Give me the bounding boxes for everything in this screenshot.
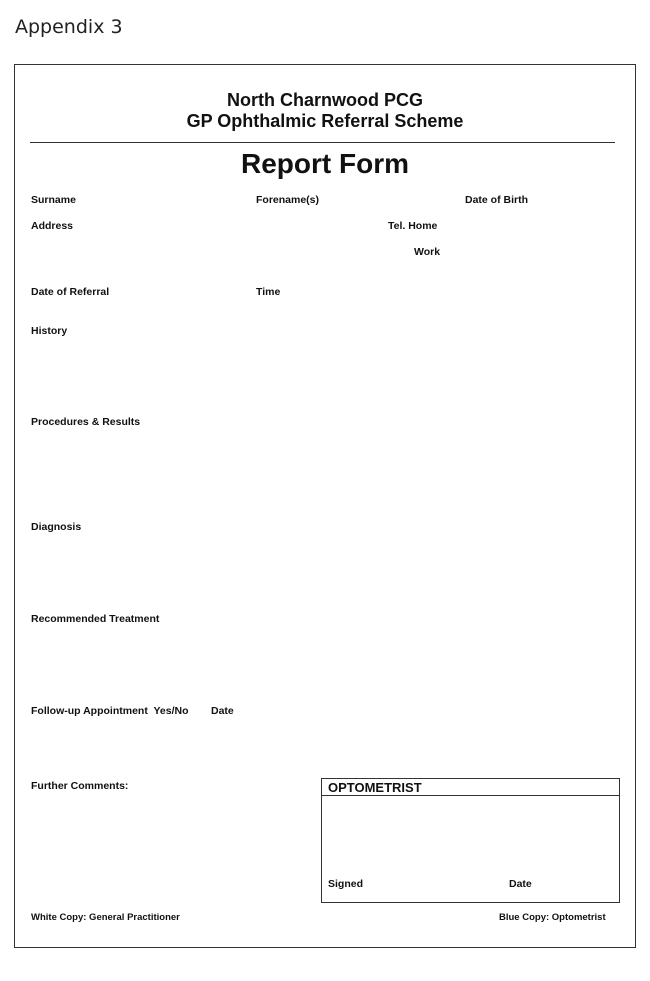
diagnosis-label: Diagnosis — [31, 521, 82, 533]
comments-label: Further Comments: — [31, 780, 129, 792]
treatment-label: Recommended Treatment — [31, 613, 160, 625]
procedures-label: Procedures & Results — [31, 416, 141, 428]
blue-copy-note: Blue Copy: Optometrist — [499, 912, 606, 923]
scheme-name: GP Ophthalmic Referral Scheme — [186, 111, 464, 131]
header-divider — [30, 142, 615, 143]
date-of-referral-label: Date of Referral — [31, 286, 110, 298]
optometrist-date-label: Date — [509, 878, 532, 890]
tel-work-label: Work — [414, 246, 441, 258]
time-label: Time — [256, 286, 281, 298]
followup-date-label: Date — [211, 705, 234, 717]
forenames-label: Forename(s) — [256, 194, 320, 206]
form-title: Report Form — [241, 148, 409, 179]
followup-label: Follow-up Appointment Yes/No — [31, 705, 189, 717]
history-label: History — [31, 325, 68, 337]
optometrist-box — [321, 778, 620, 903]
dob-label: Date of Birth — [465, 194, 528, 206]
address-label: Address — [31, 220, 74, 232]
tel-home-label: Tel. Home — [388, 220, 438, 232]
white-copy-note: White Copy: General Practitioner — [31, 912, 180, 923]
optometrist-signed-label: Signed — [328, 878, 364, 890]
optometrist-heading: OPTOMETRIST — [322, 779, 619, 796]
appendix-label: Appendix 3 — [15, 16, 123, 38]
org-name: North Charnwood PCG — [227, 90, 423, 110]
surname-label: Surname — [31, 194, 76, 206]
